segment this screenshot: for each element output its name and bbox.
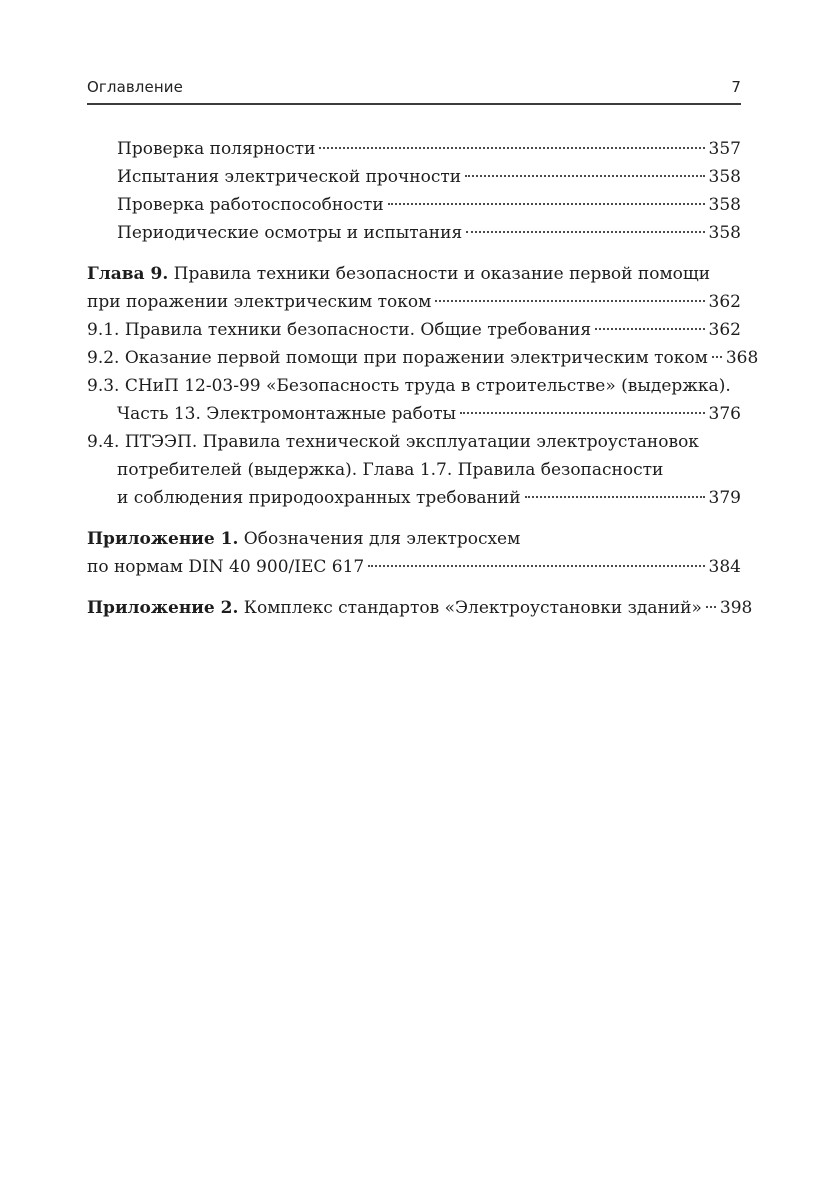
- section-gap: [87, 247, 741, 260]
- toc-entry-chapter-9[interactable]: [87, 260, 741, 316]
- toc-entry-9-1[interactable]: [87, 316, 741, 344]
- toc-entry-title: Периодические осмотры и испытания: [117, 223, 463, 243]
- toc-entry-title: Правила техники безопасности и оказание первой помощи: [173, 264, 711, 284]
- dot-leader: [465, 175, 704, 177]
- header-page-number: 7: [731, 78, 741, 96]
- chapter-label: Глава 9.: [87, 264, 169, 284]
- toc-entry-9-4[interactable]: [87, 428, 741, 512]
- dot-leader: [435, 300, 704, 302]
- toc-entry-title: Комплекс стандартов «Электроустановки зданий»: [243, 598, 702, 618]
- header-rule: [87, 103, 741, 105]
- toc-entry-title: 9.1. Правила техники безопасности. Общие требования: [87, 320, 592, 340]
- dot-leader: [525, 496, 705, 498]
- toc-entry-operability[interactable]: [87, 191, 741, 219]
- toc-entry-periodic-inspections[interactable]: [87, 219, 741, 247]
- toc-page-number: 376: [708, 404, 741, 424]
- toc-entry-title-continued: по нормам DIN 40 900/IEC 617: [87, 557, 365, 577]
- toc-entry-title: Проверка работоспособности: [117, 195, 384, 215]
- toc-entry-electrical-strength[interactable]: [87, 163, 741, 191]
- dot-leader: [712, 356, 722, 358]
- table-of-contents: [87, 135, 759, 622]
- dot-leader: [466, 231, 704, 233]
- section-gap: [87, 581, 741, 594]
- toc-page-number: 358: [708, 195, 741, 215]
- toc-page-number: 368: [725, 348, 759, 368]
- toc-page-number: 357: [708, 139, 741, 159]
- toc-entry-title-continued: при поражении электрическим током: [87, 292, 432, 312]
- header-title: Оглавление: [87, 78, 183, 96]
- toc-page-number: 362: [708, 292, 741, 312]
- toc-line: [87, 316, 741, 344]
- toc-entry-title: 9.4. ПТЭЭП. Правила технической эксплуатации электроустановок: [87, 432, 699, 452]
- toc-line: [87, 525, 741, 553]
- toc-line: [87, 191, 741, 219]
- toc-page-number: 358: [708, 223, 741, 243]
- toc-entry-title: Проверка полярности: [117, 139, 316, 159]
- dot-leader: [388, 203, 705, 205]
- toc-line: [87, 135, 741, 163]
- toc-entry-appendix-2[interactable]: [87, 594, 753, 622]
- appendix-label: Приложение 1.: [87, 529, 239, 549]
- toc-entry-appendix-1[interactable]: [87, 525, 741, 581]
- toc-line: [87, 553, 741, 581]
- toc-line: [87, 372, 741, 400]
- toc-line: [87, 594, 753, 622]
- appendix-label: Приложение 2.: [87, 598, 239, 618]
- toc-page-number: 379: [708, 488, 741, 508]
- toc-line: [87, 163, 741, 191]
- toc-page-number: 398: [719, 598, 753, 618]
- dot-leader: [595, 328, 704, 330]
- dot-leader: [706, 606, 716, 608]
- toc-entry-9-3[interactable]: [87, 372, 741, 428]
- toc-entry-title: 9.2. Оказание первой помощи при поражении электрическим током: [87, 348, 708, 368]
- toc-entry-title-continued: и соблюдения природоохранных требований: [117, 488, 521, 508]
- toc-line: [87, 456, 741, 484]
- toc-entry-title: Обозначения для электросхем: [243, 529, 521, 549]
- toc-page-number: 362: [708, 320, 741, 340]
- toc-line: [87, 219, 741, 247]
- toc-entry-polarity[interactable]: [87, 135, 741, 163]
- toc-line: [87, 288, 741, 316]
- toc-line: [87, 428, 741, 456]
- section-gap: [87, 512, 741, 525]
- dot-leader: [319, 147, 704, 149]
- toc-page-number: 384: [708, 557, 741, 577]
- toc-entry-title-continued: Часть 13. Электромонтажные работы: [117, 404, 457, 424]
- running-header: [87, 78, 741, 96]
- toc-line: [87, 400, 741, 428]
- toc-entry-9-2[interactable]: [87, 344, 759, 372]
- toc-entry-title: Испытания электрической прочности: [117, 167, 462, 187]
- dot-leader: [368, 565, 704, 567]
- toc-line: [87, 260, 741, 288]
- dot-leader: [460, 412, 705, 414]
- toc-line: [87, 484, 741, 512]
- toc-page-number: 358: [708, 167, 741, 187]
- toc-entry-title-continued: потребителей (выдержка). Глава 1.7. Правила безопасности: [117, 460, 664, 480]
- toc-line: [87, 344, 759, 372]
- toc-entry-title: 9.3. СНиП 12-03-99 «Безопасность труда в строительстве» (выдержка).: [87, 376, 731, 396]
